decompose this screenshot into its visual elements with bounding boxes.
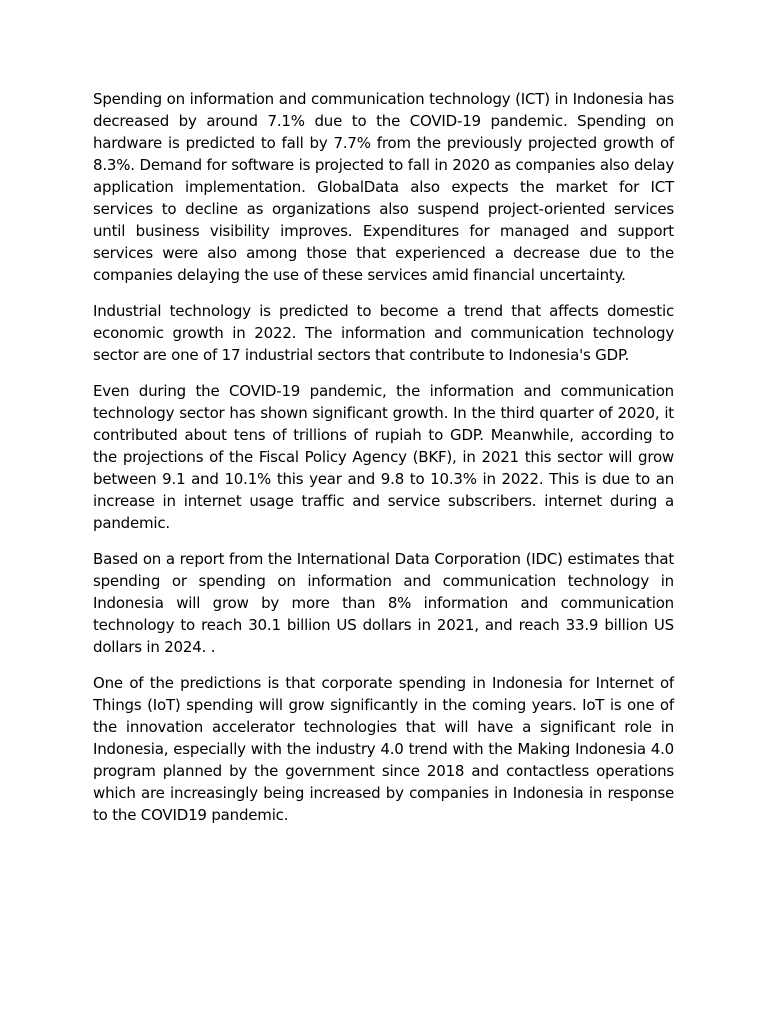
paragraph-idc-report: Based on a report from the International Data Corporation (IDC) estimates that spending or spending on information and communication technology in Indonesia will grow by more than 8% information and communication technology to reach 30.1 billion US dollars in 2021, and reach 33.9 billion US dollars in 2024. . [93,550,674,656]
paragraph-ict-sector-growth: Even during the COVID-19 pandemic, the information and communication technology sector has shown significant growth. In the third quarter of 2020, it contributed about tens of trillions of rupiah to GDP. Meanwhile, according to the projections of the Fiscal Policy Agency (BKF), in 2021 this sector will grow between 9.1 and 10.1% this year and 9.8 to 10.3% in 2022. This is due to an increase in internet usage traffic and service subscribers. internet during a pandemic. [93,382,674,532]
paragraph-industrial-technology-trend: Industrial technology is predicted to become a trend that affects domestic economic growth in 2022. The information and communication technology sector are one of 17 industrial sectors that contribute to Indonesia's GDP. [93,302,674,364]
paragraph-ict-spending-decline: Spending on information and communication technology (ICT) in Indonesia has decreased by around 7.1% due to the COVID-19 pandemic. Spending on hardware is predicted to fall by 7.7% from the previously projected growth of 8.3%. Demand for software is projected to fall in 2020 as companies also delay application implementation. GlobalData also expects the market for ICT services to decline as organizations also suspend project-oriented services until business visibility improves. Expenditures for managed and support services were also among those that experienced a decrease due to the companies delaying the use of these services amid financial uncertainty. [93,90,674,284]
document-body [93,88,674,840]
paragraph-iot-spending: One of the predictions is that corporate spending in Indonesia for Internet of Things (IoT) spending will grow significantly in the coming years. IoT is one of the innovation accelerator technologies that will have a significant role in Indonesia, especially with the industry 4.0 trend with the Making Indonesia 4.0 program planned by the government since 2018 and contactless operations which are increasingly being increased by companies in Indonesia in response to the COVID19 pandemic. [93,674,674,824]
